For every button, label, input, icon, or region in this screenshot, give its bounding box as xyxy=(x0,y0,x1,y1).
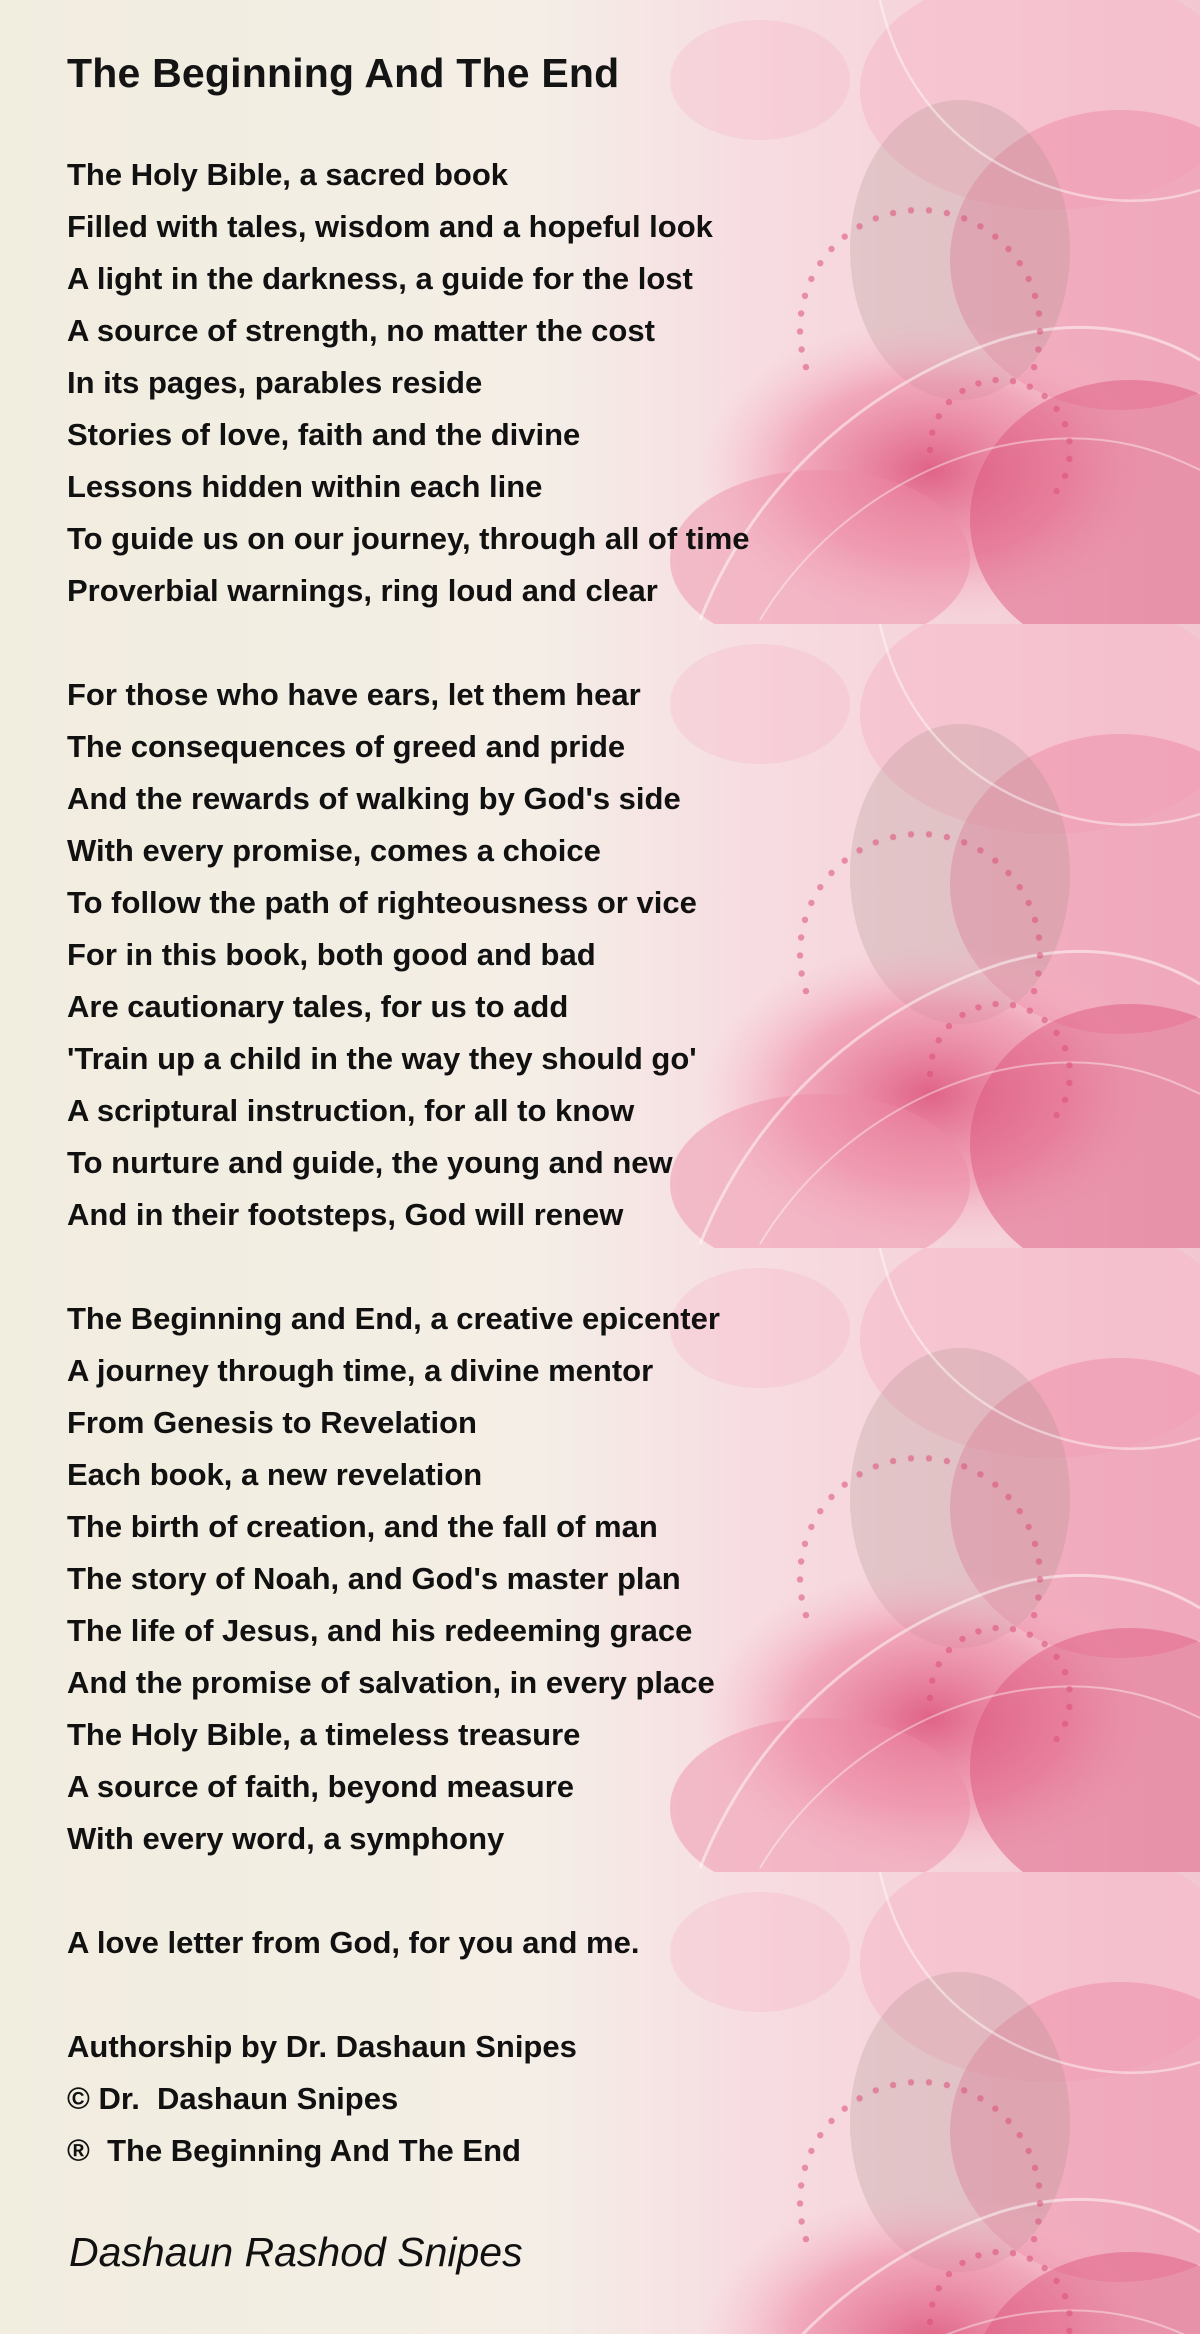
poem-line: And the rewards of walking by God's side xyxy=(67,781,681,816)
poem-line: ® The Beginning And The End xyxy=(67,2133,521,2168)
poem-line: Stories of love, faith and the divine xyxy=(67,417,581,452)
poem-line: A journey through time, a divine mentor xyxy=(67,1353,654,1388)
poem-line: With every word, a symphony xyxy=(67,1821,505,1856)
poem-line: The life of Jesus, and his redeeming grace xyxy=(67,1613,693,1648)
poem-line: The story of Noah, and God's master plan xyxy=(67,1561,681,1596)
stanza-break xyxy=(67,1241,887,1293)
poem-line: With every promise, comes a choice xyxy=(67,833,601,868)
author-signature: Dashaun Rashod Snipes xyxy=(69,2229,523,2275)
poem-line: From Genesis to Revelation xyxy=(67,1405,477,1440)
poem-line: The Holy Bible, a timeless treasure xyxy=(67,1717,581,1752)
poem-line: In its pages, parables reside xyxy=(67,365,483,400)
poem-line: For in this book, both good and bad xyxy=(67,937,596,972)
poem-line: For those who have ears, let them hear xyxy=(67,677,641,712)
poem-line: A love letter from God, for you and me. xyxy=(67,1925,640,1960)
poem-line: Proverbial warnings, ring loud and clear xyxy=(67,573,658,608)
stanza-break xyxy=(67,1969,887,2021)
poem-line: The birth of creation, and the fall of man xyxy=(67,1509,658,1544)
poem-line: To nurture and guide, the young and new xyxy=(67,1145,673,1180)
poem-line: Are cautionary tales, for us to add xyxy=(67,989,569,1024)
poem-line: A source of faith, beyond measure xyxy=(67,1769,575,1804)
poem-line: A scriptural instruction, for all to know xyxy=(67,1093,635,1128)
poem-line: To follow the path of righteousness or vice xyxy=(67,885,697,920)
poem-line: A source of strength, no matter the cost xyxy=(67,313,655,348)
poem-line: And the promise of salvation, in every place xyxy=(67,1665,715,1700)
stanza-break xyxy=(67,1865,887,1917)
poem-line: Each book, a new revelation xyxy=(67,1457,483,1492)
poem-line: The consequences of greed and pride xyxy=(67,729,626,764)
poem-line: Authorship by Dr. Dashaun Snipes xyxy=(67,2029,577,2064)
poem-line: The Beginning and End, a creative epicenter xyxy=(67,1301,720,1336)
poem-title: The Beginning And The End xyxy=(67,50,620,96)
poem-line: A light in the darkness, a guide for the lost xyxy=(67,261,693,296)
poem-line: © Dr. Dashaun Snipes xyxy=(67,2081,399,2116)
poem-line: Filled with tales, wisdom and a hopeful look xyxy=(67,209,713,244)
poem-line: To guide us on our journey, through all of time xyxy=(67,521,750,556)
poem-line: The Holy Bible, a sacred book xyxy=(67,157,509,192)
poem-body xyxy=(67,149,887,2177)
poem-line: And in their footsteps, God will renew xyxy=(67,1197,624,1232)
stanza-break xyxy=(67,617,887,669)
poem-line: Lessons hidden within each line xyxy=(67,469,543,504)
poem-line: 'Train up a child in the way they should go' xyxy=(67,1041,697,1076)
